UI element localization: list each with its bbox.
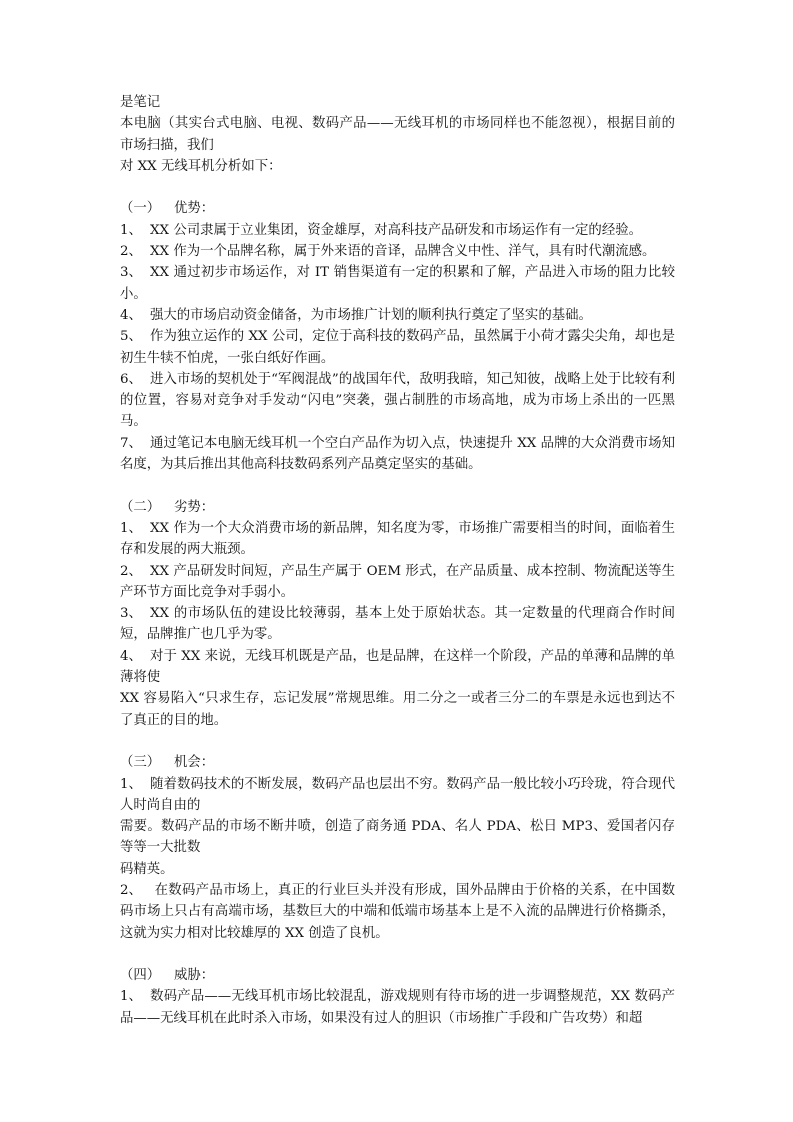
list-item — [120, 880, 675, 944]
item-number: 3、 — [120, 606, 142, 622]
intro-line: 本电脑（其实台式电脑、电视、数码产品——无线耳机的市场同样也不能忽视），根据目前的市场扫描，我们 — [120, 116, 675, 153]
item-text: XX 作为一个大众消费市场的新品牌，知名度为零，市场推广需要相当的时间，面临着生存和发展的两大瓶颈。 — [120, 520, 675, 558]
list-item — [120, 561, 675, 604]
list-item — [120, 241, 675, 262]
list-item — [120, 262, 675, 305]
section-heading — [120, 752, 675, 773]
spacer — [120, 731, 675, 752]
item-text: 通过笔记本电脑无线耳机一个空白产品作为切入点，快速提升 XX 品牌的大众消费市场知名度，为其后推出其他高科技数码系列产品奠定坚实的基础。 — [120, 435, 675, 473]
section-heading — [120, 497, 675, 518]
item-text: 数码产品——无线耳机市场比较混乱，游戏规则有待市场的进一步调整规范，XX 数码产品——无线耳机在此时杀入市场，如果没有过人的胆识（市场推广手段和广告攻势）和超 — [120, 989, 675, 1026]
section-opportunities — [120, 752, 675, 944]
list-item — [120, 305, 675, 326]
document-page — [120, 92, 675, 1029]
section-number: （一） — [120, 201, 161, 217]
list-item — [120, 326, 675, 369]
section-title: 优势： — [174, 201, 215, 217]
item-number: 2、 — [120, 244, 142, 260]
item-text: XX 作为一个品牌名称，属于外来语的音译，品牌含义中性、洋气，具有时代潮流感。 — [150, 244, 656, 260]
section-threats — [120, 965, 675, 1029]
list-item-continuation: 码精英。 — [120, 861, 174, 877]
item-text: 在数码产品市场上，真正的行业巨头并没有形成，国外品牌由于价格的关系，在中国数码市场上只占有高端市场，基数巨大的中端和低端市场基本上是不入流的品牌进行价格撕杀，这就为实力相对比较雄厚的 XX 创造了良机。 — [120, 882, 675, 941]
section-strengths — [120, 198, 675, 475]
list-item — [120, 220, 675, 241]
section-weaknesses — [120, 497, 675, 731]
item-text: XX 通过初步市场运作，对 IT 销售渠道有一定的积累和了解，产品进入市场的阻力比较小。 — [120, 265, 675, 302]
list-item — [120, 774, 675, 817]
item-number: 4、 — [120, 307, 142, 323]
list-item — [120, 518, 675, 561]
section-number: （四） — [120, 968, 161, 984]
item-number: 2、 — [120, 563, 142, 579]
spacer — [120, 944, 675, 965]
item-text: 进入市场的契机处于“军阀混战”的战国年代，敌明我暗，知己知彼，战略上处于比较有利的位置，容易对竞争对手发动“闪电”突袭，强占制胜的市场高地，成为市场上杀出的一匹黑马。 — [120, 371, 675, 430]
intro-line: 对 XX 无线耳机分析如下： — [120, 158, 282, 174]
item-number: 1、 — [120, 989, 142, 1005]
section-heading — [120, 198, 675, 219]
list-item — [120, 369, 675, 433]
item-number: 1、 — [120, 222, 142, 238]
item-number: 7、 — [120, 435, 142, 451]
list-item — [120, 986, 675, 1029]
intro-line: 是笔记 — [120, 95, 161, 110]
section-number: （二） — [120, 499, 161, 515]
section-heading — [120, 965, 675, 986]
item-number: 6、 — [120, 371, 142, 387]
item-text: 随着数码技术的不断发展，数码产品也层出不穷。数码产品一般比较小巧玲珑，符合现代人时尚自由的 — [120, 776, 675, 813]
item-text: 对于 XX 来说，无线耳机既是产品，也是品牌，在这样一个阶段，产品的单薄和品牌的单薄将使 — [120, 648, 675, 686]
item-text: XX 产品研发时间短，产品生产属于 OEM 形式，在产品质量、成本控制、物流配送等生产环节方面比竞争对手弱小。 — [120, 563, 675, 600]
item-number: 5、 — [120, 329, 142, 345]
item-number: 1、 — [120, 776, 142, 792]
section-title: 威胁： — [174, 968, 215, 984]
list-item — [120, 433, 675, 476]
item-number: 3、 — [120, 265, 142, 281]
item-text: XX 的市场队伍的建设比较薄弱，基本上处于原始状态。其一定数量的代理商合作时间短，品牌推广也几乎为零。 — [120, 606, 675, 643]
item-number: 1、 — [120, 520, 142, 536]
spacer — [120, 177, 675, 198]
section-number: （三） — [120, 755, 161, 771]
spacer — [120, 475, 675, 496]
item-text: 强大的市场启动资金储备，为市场推广计划的顺利执行奠定了坚实的基础。 — [150, 307, 592, 323]
section-title: 劣势： — [174, 499, 215, 515]
item-text: XX 公司隶属于立业集团，资金雄厚，对高科技产品研发和市场运作有一定的经验。 — [150, 222, 642, 238]
section-title: 机会： — [174, 755, 215, 771]
item-number: 2、 — [120, 882, 142, 898]
list-item — [120, 646, 675, 689]
item-text: 作为独立运作的 XX 公司，定位于高科技的数码产品，虽然属于小荷才露尖尖角，却也是初生牛犊不怕虎，一张白纸好作画。 — [120, 329, 675, 366]
list-item-continuation: 需要。数码产品的市场不断井喷，创造了商务通 PDA、名人 PDA、松日 MP3、爱国者闪存等等一大批数 — [120, 819, 675, 856]
list-item — [120, 603, 675, 646]
list-item-continuation: XX 容易陷入“只求生存，忘记发展”常规思维。用二分之一或者三分二的车票是永远也到达不了真正的目的地。 — [120, 691, 675, 728]
item-number: 4、 — [120, 648, 142, 664]
